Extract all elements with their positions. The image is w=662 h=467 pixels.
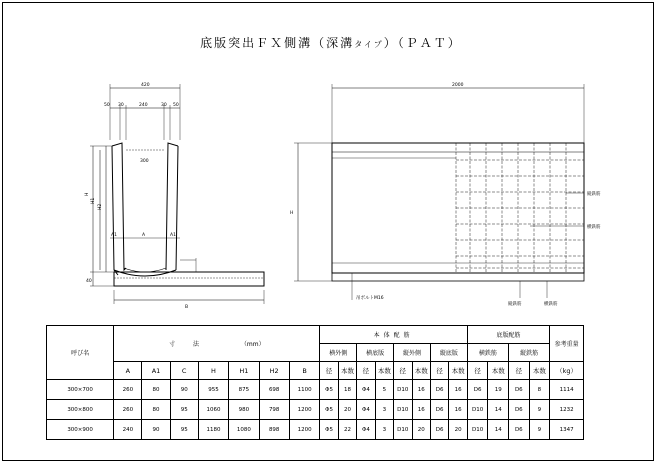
dim-top-2: 30: [118, 103, 124, 108]
cell-base: 14: [488, 420, 509, 440]
sub-dia: 径: [394, 362, 412, 380]
table-row: [47, 380, 584, 400]
dim-a1-right: A1: [170, 233, 176, 238]
cell-body: D10: [394, 420, 412, 440]
header-dimensions: [114, 326, 320, 362]
cell-a: 260: [114, 380, 142, 400]
cell-base: D6: [509, 420, 530, 440]
group-yoko-tekkin: 横鉄筋: [467, 344, 508, 362]
header-base-rebar: 底版配筋: [467, 326, 549, 344]
title-main: 底版突出ＦＸ側溝（深溝: [200, 36, 355, 50]
callout-bottom-transverse: 横鉄筋: [544, 302, 558, 307]
cell-body: D6: [430, 380, 448, 400]
dim-length: 2000: [452, 83, 464, 88]
cell-body: 16: [412, 380, 430, 400]
cell-base: D6: [509, 400, 530, 420]
cell-body: 3: [375, 400, 393, 420]
spec-table: [46, 325, 584, 440]
cell-body: D10: [394, 400, 412, 420]
sub-dia: 径: [357, 362, 375, 380]
cell-body: Φ4: [357, 380, 375, 400]
header-weight: 参考重量: [550, 326, 584, 362]
cell-b: 1200: [289, 420, 319, 440]
cell-base: D6: [509, 380, 530, 400]
cell-base: 9: [529, 420, 550, 440]
cell-base: 14: [488, 400, 509, 420]
cell-body: 22: [338, 420, 356, 440]
sub-dia: 径: [430, 362, 448, 380]
title-sub: タイプ: [354, 40, 384, 49]
rebar-grid: [456, 143, 584, 273]
cell-body: 16: [449, 400, 467, 420]
header-dimensions-label: 寸 法: [168, 341, 199, 348]
cell-body: Φ5: [320, 420, 338, 440]
dim-h: H: [85, 192, 90, 196]
cell-body: Φ4: [357, 400, 375, 420]
group-tate-tekkin: 縦鉄筋: [509, 344, 550, 362]
cell-a: 240: [114, 420, 142, 440]
header-dimensions-unit: （mm）: [240, 341, 265, 348]
col-h1: H1: [229, 362, 259, 380]
col-h2: H2: [259, 362, 289, 380]
dim-base-thickness: 40: [86, 279, 92, 284]
cell-base: 19: [488, 380, 509, 400]
sub-count: 本数: [412, 362, 430, 380]
cell-body: 3: [375, 420, 393, 440]
dim-h1: H1: [91, 197, 96, 204]
cell-a: 260: [114, 400, 142, 420]
row-name: 300×800: [47, 400, 114, 420]
cell-h1: 1080: [229, 420, 259, 440]
dim-top-3: 240: [139, 103, 148, 108]
cell-body: D6: [430, 420, 448, 440]
col-a: A: [114, 362, 142, 380]
cell-weight: 1347: [550, 420, 584, 440]
dim-elev-h: H: [290, 211, 294, 216]
table-row: [47, 400, 584, 420]
cell-base: D6: [467, 380, 488, 400]
cell-weight: 1232: [550, 400, 584, 420]
group-yokosotogawa: 横外側: [320, 344, 357, 362]
row-name: 300×900: [47, 420, 114, 440]
cell-c: 95: [170, 420, 198, 440]
dim-inner: 300: [140, 159, 149, 164]
cell-base: D10: [467, 420, 488, 440]
col-a1: A1: [142, 362, 170, 380]
group-yokoteiban: 横底版: [357, 344, 394, 362]
header-name: 呼び名: [47, 326, 114, 380]
dim-b: B: [185, 305, 189, 310]
row-name: 300×700: [47, 380, 114, 400]
sub-count: 本数: [529, 362, 550, 380]
callout-longitudinal: 縦鉄筋: [587, 192, 601, 197]
cell-base: 9: [529, 400, 550, 420]
col-h: H: [198, 362, 228, 380]
cell-weight: 1114: [550, 380, 584, 400]
cell-a1: 80: [142, 400, 170, 420]
table-row: [47, 420, 584, 440]
cell-h: 1180: [198, 420, 228, 440]
cell-body: Φ5: [320, 400, 338, 420]
callout-bottom-longitudinal: 縦鉄筋: [508, 302, 522, 307]
callout-bolt: 吊ボルトM16: [356, 296, 384, 301]
sub-count: 本数: [375, 362, 393, 380]
elevation-view: [294, 84, 584, 300]
cell-h: 955: [198, 380, 228, 400]
sub-count: 本数: [338, 362, 356, 380]
cell-base: D10: [467, 400, 488, 420]
col-b: B: [289, 362, 319, 380]
cell-body: 20: [412, 420, 430, 440]
cell-body: 16: [412, 400, 430, 420]
cell-c: 90: [170, 380, 198, 400]
cell-body: D6: [430, 400, 448, 420]
cell-h2: 798: [259, 400, 289, 420]
cell-h1: 980: [229, 400, 259, 420]
cell-a1: 90: [142, 420, 170, 440]
group-tatesotogawa: 縦外側: [394, 344, 431, 362]
sub-dia: 径: [467, 362, 488, 380]
dim-a1-left: A1: [111, 233, 117, 238]
cell-h1: 875: [229, 380, 259, 400]
cell-body: 16: [449, 380, 467, 400]
cell-body: Φ5: [320, 380, 338, 400]
cell-a1: 80: [142, 380, 170, 400]
callout-transverse: 横鉄筋: [587, 225, 601, 230]
sub-dia: 径: [320, 362, 338, 380]
cell-h2: 898: [259, 420, 289, 440]
group-tateteiban: 縦底版: [430, 344, 467, 362]
col-c: C: [170, 362, 198, 380]
cell-body: Φ4: [357, 420, 375, 440]
cell-c: 95: [170, 400, 198, 420]
cell-body: D10: [394, 380, 412, 400]
sub-count: 本数: [488, 362, 509, 380]
cell-body: 5: [375, 380, 393, 400]
cell-h2: 698: [259, 380, 289, 400]
cross-section-view: [90, 84, 264, 304]
dim-top-1: 50: [104, 103, 110, 108]
header-body-rebar: 本体配筋: [320, 326, 468, 344]
sub-count: 本数: [449, 362, 467, 380]
cell-body: 20: [338, 400, 356, 420]
title-tail: ）（ＰＡＴ）: [383, 36, 462, 50]
cell-body: 20: [449, 420, 467, 440]
dim-total-width: 420: [141, 83, 150, 88]
sub-dia: 径: [509, 362, 530, 380]
cell-body: 18: [338, 380, 356, 400]
dim-top-5: 50: [173, 103, 179, 108]
header-weight-unit: （kg）: [550, 362, 584, 380]
cell-h: 1060: [198, 400, 228, 420]
cell-b: 1100: [289, 380, 319, 400]
dim-top-4: 30: [161, 103, 167, 108]
dim-h2: H2: [98, 203, 103, 210]
dim-a: A: [142, 233, 146, 238]
cell-b: 1200: [289, 400, 319, 420]
cell-base: 8: [529, 380, 550, 400]
